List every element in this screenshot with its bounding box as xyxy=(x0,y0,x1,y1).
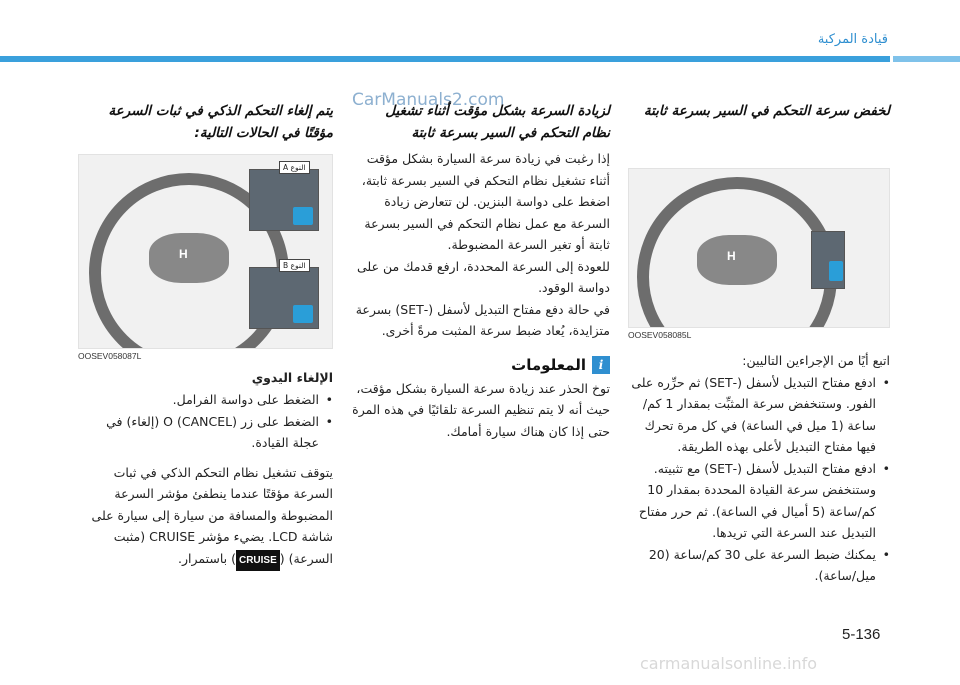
middle-column xyxy=(352,100,610,442)
left-heading-line1: يتم إلغاء التحكم الذكي في ثبات السرعة xyxy=(108,103,333,119)
header-bar-accent xyxy=(893,56,960,62)
left-paragraph-end: ) باستمرار. xyxy=(177,550,236,566)
brand-logo-icon: H xyxy=(727,249,736,263)
watermark-top[interactable]: CarManuals2.com xyxy=(352,90,505,110)
info-heading xyxy=(352,356,610,374)
steering-wheel-figure-right xyxy=(628,168,890,328)
info-title: المعلومات xyxy=(511,355,586,374)
right-intro: اتبع أيًا من الإجراءين التاليين: xyxy=(742,353,890,368)
right-column xyxy=(628,100,890,587)
watermark-bottom[interactable]: carmanualsonline.info xyxy=(640,654,818,673)
page-number: 5-136 xyxy=(842,626,881,643)
left-paragraph xyxy=(78,462,333,572)
set-switch-highlight xyxy=(829,261,843,281)
middle-paragraph-3: في حالة دفع مفتاح التبديل لأسفل (-SET) بسرعة متزايدة، يُعاد ضبط سرعة المثبت مرةً أخرى. xyxy=(355,301,610,338)
cancel-button-type-a xyxy=(293,207,313,225)
right-figure-caption: OOSEV058085L xyxy=(628,330,692,340)
list-item: • ادفع مفتاح التبديل لأسفل (-SET) مع تثبيته. وستنخفض سرعة القيادة المحددة بمقدار 10 كم/ساعة (5 أميال في الساعة). ثم حرر مفتاح التبديل عند السرعة التي تريدها. xyxy=(628,458,890,544)
cruise-indicator-icon: CRUISE xyxy=(236,550,280,572)
steering-hub xyxy=(697,235,777,285)
left-bullet-list xyxy=(78,389,333,454)
left-column xyxy=(78,100,333,571)
brand-logo-icon: H xyxy=(179,247,188,261)
info-text: توخ الحذر عند زيادة سرعة السيارة بشكل مؤقت، حيث أنه لا يتم تنظيم السرعة تلقائيًا في هذه المرة حتى إذا كان هناك سيارة أمامك. xyxy=(352,380,610,439)
list-item: • ادفع مفتاح التبديل لأسفل (-SET) ثم حرِّره على الفور. وستنخفض سرعة المثبِّت بمقدار 1 كم/ساعة (1 ميل في الساعة) في كل مرة تحرك فيها مفتاح التبديل لأعلى بهذه الطريقة. xyxy=(628,372,890,458)
type-a-label: النوع A xyxy=(279,161,310,174)
list-item: • الضغط على دواسة الفرامل. xyxy=(78,389,333,411)
list-item: • يمكنك ضبط السرعة على 30 كم/ساعة (20 ميل/ساعة). xyxy=(628,544,890,587)
header-bar xyxy=(0,56,890,62)
steering-wheel-figure-left xyxy=(78,154,333,349)
header-title: قيادة المركبة xyxy=(817,32,888,47)
steering-hub xyxy=(149,233,229,283)
right-heading: لخفض سرعة التحكم في السير بسرعة ثابتة xyxy=(643,103,890,119)
left-heading-line2: مؤقتًا في الحالات التالية: xyxy=(194,125,333,141)
middle-heading-line1: لزيادة السرعة بشكل مؤقت أثناء تشغيل xyxy=(385,103,610,119)
right-bullet-list xyxy=(628,372,890,587)
list-item: • الضغط على زر O (CANCEL) (إلغاء) في عجلة القيادة. xyxy=(78,411,333,454)
cancel-button-type-b xyxy=(293,305,313,323)
middle-paragraph: إذا رغبت في زيادة سرعة السيارة بشكل مؤقت أثناء تشغيل نظام التحكم في السير بسرعة ثابتة، اضغط على دواسة البنزين. لن تتعارض زيادة السرعة مع عمل نظام التحكم في السير بسرعة ثابتة أو تغير السرعة المضبوطة. xyxy=(361,151,610,252)
middle-heading-line2: نظام التحكم في السير بسرعة ثابتة xyxy=(411,125,610,141)
manual-cancel-subheading: الإلغاء اليدوي xyxy=(251,370,333,385)
left-figure-caption: OOSEV058087L xyxy=(78,351,142,361)
middle-paragraph-2: للعودة إلى السرعة المحددة، ارفع قدمك من على دواسة الوقود. xyxy=(357,258,610,295)
type-b-label: النوع B xyxy=(279,259,310,272)
left-paragraph-text: يتوقف تشغيل نظام التحكم الذكي في ثبات السرعة مؤقتًا عندما ينطفئ مؤشر السرعة المضبوطة والمسافة من سيارة إلى سيارة على شاشة LCD. يضيء مؤشر CRUISE (مثبت السرعة) ( xyxy=(91,464,333,566)
info-icon: i xyxy=(592,356,610,374)
